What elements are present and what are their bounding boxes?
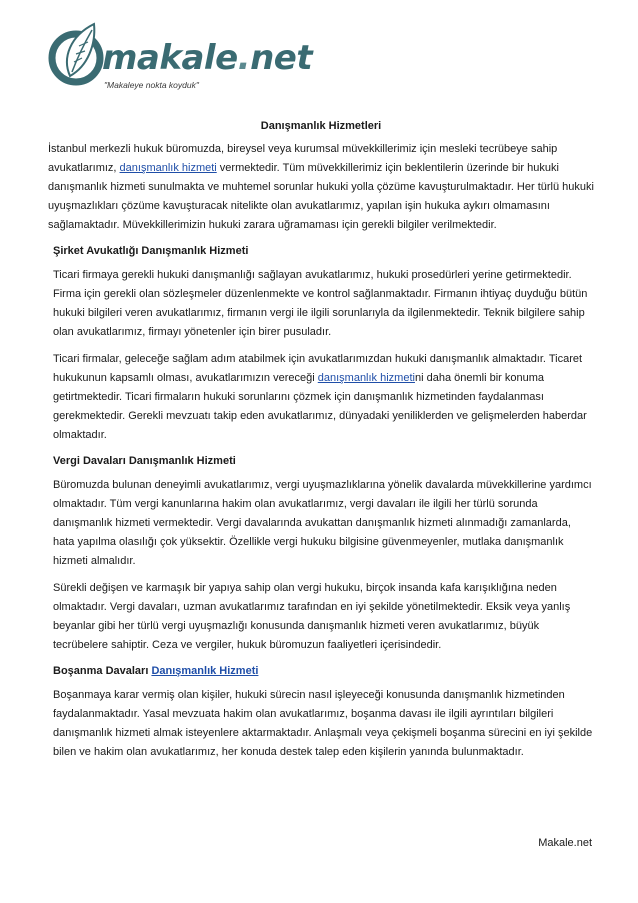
section-heading-tax: Vergi Davaları Danışmanlık Hizmeti [53,455,236,467]
company-p2-text-b: ni daha önemli bir konuma getirtmektedir. Ticari firmaların hukuki sorunlarını çözmek için danışmanlık hizmetinden faydalanması gerekmektedir. Gerekli mevzuatı takip eden avukatlarımız, dünyadaki yeniliklerden ve gelişmelerden haberdar olmaktadır. [53,372,587,441]
tax-paragraph-1: Büromuzda bulunan deneyimli avukatlarımız, vergi uyuşmazlıklarına yönelik davalarda müvekkillerine yardımcı olmaktadır. Tüm vergi kanunlarına hakim olan avukatlarımız, vergi davaları ile ilgili her türlü sorunda danışmanlık hizmeti vermektedir. Vergi davalarında avukattan danışmanlık hizmeti alınmadığı zamanlarda, hata yapılma olasılığı çok yüksektir. Özellikle vergi hukuku bilgisine güvenmeyenler, mutlaka danışmanlık hizmeti almalıdır. [53,479,592,567]
document-title: Danışmanlık Hizmetleri [260,120,382,132]
company-link[interactable]: danışmanlık hizmeti [317,372,415,384]
intro-text-a: İstanbul merkezli hukuk büromuzda, bireysel veya kurumsal müvekkillerimiz için mesleki tecrübeye sahip avukatlarımız, [48,143,558,174]
logo-brand-dot: . [237,38,251,78]
section-heading-company: Şirket Avukatlığı Danışmanlık Hizmeti [53,245,249,257]
company-paragraph-2 [48,350,594,445]
company-paragraph-1: Ticari firmaya gerekli hukuki danışmanlığı sağlayan avukatlarımız, hukuki prosedürleri yerine getirmektedir. Firma için gerekli olan sözleşmeler düzenlenmekte ve kontrol sağlanmaktadır. Firmanın ihtiyaç duyduğu bütün hukuki bilgileri veren avukatlarımız, firmanın vergi ile ilgili sorunlarıyla da ilgilenmektedir. Teknik bilgilere sahip olan avukatlarımız, firmayı yönetenler için birer pusuladır. [53,269,588,338]
section-heading-divorce [48,663,594,680]
logo-brand-tld: net [250,38,313,78]
logo-brand-main: makale [102,38,238,78]
intro-link[interactable]: danışmanlık hizmeti [119,162,217,174]
document-body [48,118,594,770]
leaf-logo-icon [48,18,108,98]
divorce-heading-link[interactable]: Danışmanlık Hizmeti [151,665,259,677]
site-logo[interactable] [48,18,313,98]
page-footer: Makale.net [538,837,592,849]
divorce-heading-text: Boşanma Davaları [53,665,152,677]
logo-wordmark [102,38,312,78]
company-p2-text-a: Ticari firmalar, geleceğe sağlam adım atabilmek için avukatlarımızdan hukuki danışmanlık almaktadır. Ticaret hukukunun kapsamlı olması, avukatlarımızın vereceği [53,353,583,384]
divorce-paragraph-1: Boşanmaya karar vermiş olan kişiler, hukuki sürecin nasıl işleyeceği konusunda danışmanlık hizmetinden faydalanmaktadır. Yasal mevzuata hakim olan avukatlarımız, boşanma davası ile ilgili ayrıntıları bilgileri danışmanlık hizmeti almak isteyenlere aktarmaktadır. Anlaşmalı veya çekişmeli boşanma sürecini en iyi şekilde bilen ve hakim olan avukatlarımız, her konuda destek talep eden kişilerin yanında bulunmaktadır. [53,689,593,758]
logo-tagline: "Makaleye nokta koyduk" [104,80,199,90]
intro-paragraph [48,140,594,235]
intro-text-b: vermektedir. Tüm müvekkillerimiz için beklentilerin üzerinde bir hukuki danışmanlık hizmeti sunulmakta ve muhtemel sorunlar hukuki yolla çözüme kavuşturulmaktadır. Her türlü hukuki uyuşmazlıkları çözüme kavuşturacak nitelikte olan avukatlarımız, yapılan işin hukuka aykırı olmamasını sağlamaktadır. Müvekkillerimizin hukuki zarara uğramaması için gerekli bilgiler verilmektedir. [48,162,594,231]
tax-paragraph-2: Sürekli değişen ve karmaşık bir yapıya sahip olan vergi hukuku, birçok insanda kafa karışıklığına neden olmaktadır. Vergi davaları, uzman avukatlarımız tarafından en iyi şekilde yönetilmektedir. Eksik veya yanlış beyanlar gibi her türlü vergi uyuşmazlığı konusunda danışmanlık hizmeti veren avukatlarımız, büyük tecrübelere sahiptir. Ceza ve vergiler, hukuk büromuzun faaliyetleri içerisindedir. [53,582,571,651]
